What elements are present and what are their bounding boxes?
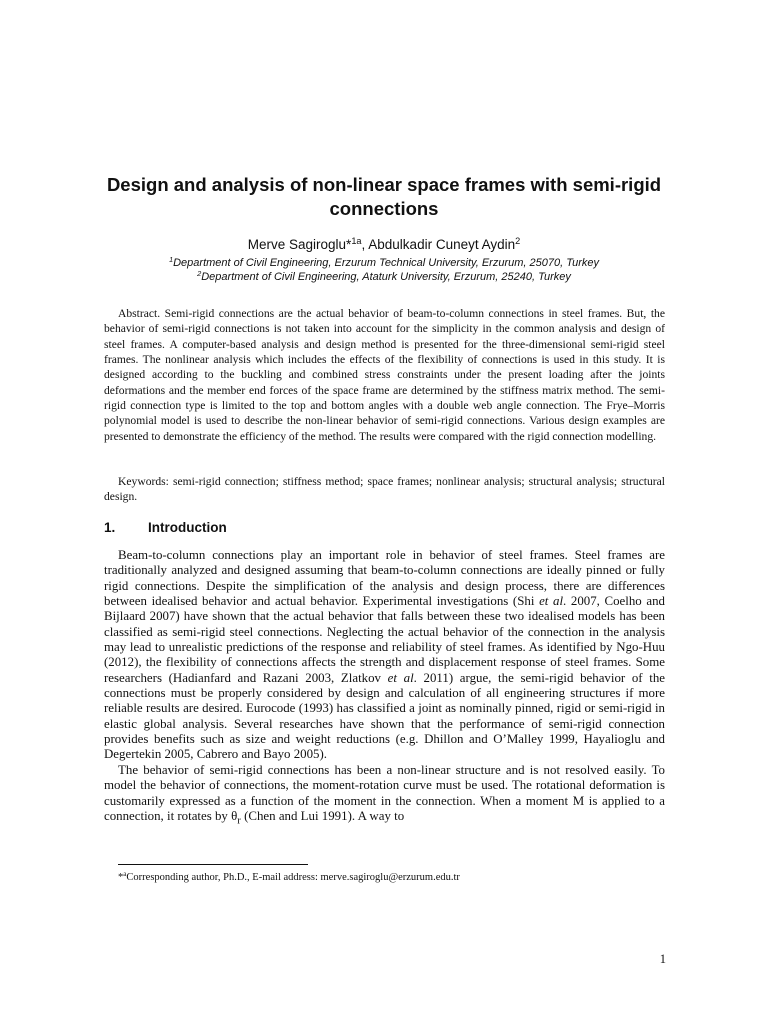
theta-symbol: θ [231,808,238,823]
section-heading [104,519,227,537]
paper-title: Design and analysis of non-linear space frames with semi-rigid connections [106,174,662,219]
intro-paragraph-2 [104,763,665,829]
footnote-marker: * [118,872,124,883]
section-number: 1. [104,520,116,535]
author-line [104,236,664,254]
author-2-superscript: 2 [515,235,521,246]
intro-p1-etal-1: et al [539,594,564,609]
affiliation-2 [104,270,664,284]
intro-p1-etal-2: et al [387,670,414,685]
introduction-body [104,548,665,829]
intro-p2-text-2: (Chen and Lui 1991). A way to [240,808,405,823]
abstract-paragraph: Abstract. Semi-rigid connections are the actual behavior of beam-to-column connections in steel frames. But, the behavior of semi-rigid connections is not taken into account for the simplicity in the common analysis and design of steel frames. A computer-based analysis and design method is presented for the three-dimensional semi-rigid steel frames. The nonlinear analysis which includes the effects of the flexibility of connections is used in this study. It is designed according to the buckling and combined stress constraints under the present loading after the joints deformations and the member end forces of the space frame are determined by the stiffness matrix method. The semi-rigid connection type is limited to the top and bottom angles with a double web angle connection. The Frye–Morris polynomial model is used to describe the non-linear behavior of semi-rigid connections. Various design examples are presented to demonstrate the efficiency of the method. The results were compared with the rigid connection modelling. [104,307,665,443]
intro-p1-text-2: . 2007, Coelho and Bijlaard 2007) have shown that the actual behavior that falls between these two idealised models has been classified as semi-rigid steel connections. Neglecting the actual behavior of the connection in the analysis may lead to unrealistic predictions of the response and reliability of steel frames. As identified by Ngo-Huu (2012), the flexibility of connections affects the strength and displacement response of steel frames. Some researchers (Hadianfard and Razani 2003, Zlatkov [104,594,665,685]
author-separator: , [361,237,369,252]
affiliation-1 [104,256,664,270]
section-title: Introduction [148,520,227,535]
theta-subscript: r [237,814,241,827]
intro-p2-text-1: The behavior of semi-rigid connections has been a non-linear structure and is not resolved easily. To model the behavior of connections, the moment-rotation curve must be used. The rotational deformation is customarily expressed as a function of the moment in the connection. When a moment M is applied to a connection, it rotates by [104,762,665,823]
affiliation-2-text: Department of Civil Engineering, Ataturk University, Erzurum, 25240, Turkey [201,271,571,283]
author-1-name: Merve Sagiroglu* [247,237,352,252]
intro-p1-text-3: . 2011) argue, the semi-rigid behavior of the connections must be properly considered by design and calculation of all engineering structures if more reliable results are desired. Eurocode (1993) has classified a joint as nominally pinned, rigid or semi-rigid in elastic global analysis. Several researches have shown that the performance of semi-rigid connection provides benefits such as size and weight reductions (e.g. Dhillon and O’Malley 1999, Hayalioglu and Degertekin 2005, Cabrero and Bayo 2005). [104,670,665,762]
page-number: 1 [659,952,666,966]
affiliation-2-superscript: 2 [197,268,202,278]
footnote [118,871,460,885]
affiliation-1-superscript: 1 [168,254,174,264]
affiliation-1-text: Department of Civil Engineering, Erzurum Technical University, Erzurum, 25070, Turkey [173,257,600,269]
intro-paragraph-1 [104,548,665,763]
intro-p1-text-1: Beam-to-column connections play an important role in behavior of steel frames. Steel frames are traditionally analyzed and designed assuming that beam-to-column connections are ideally pinned or fully rigid connections. Despite the simplification of the analysis and design process, there are differences between idealised behavior and actual behavior. Experimental investigations (Shi [104,548,665,609]
footnote-text: Corresponding author, Ph.D., E-mail address: merve.sagiroglu@erzurum.edu.tr [126,872,460,883]
footnote-divider [118,864,308,865]
keywords-paragraph: Keywords: semi-rigid connection; stiffness method; space frames; nonlinear analysis; structural analysis; structural design. [104,475,665,504]
author-2-name: Abdulkadir Cuneyt Aydin [368,237,516,252]
author-1-superscript: 1a [351,235,362,246]
footnote-superscript: a [123,870,127,879]
